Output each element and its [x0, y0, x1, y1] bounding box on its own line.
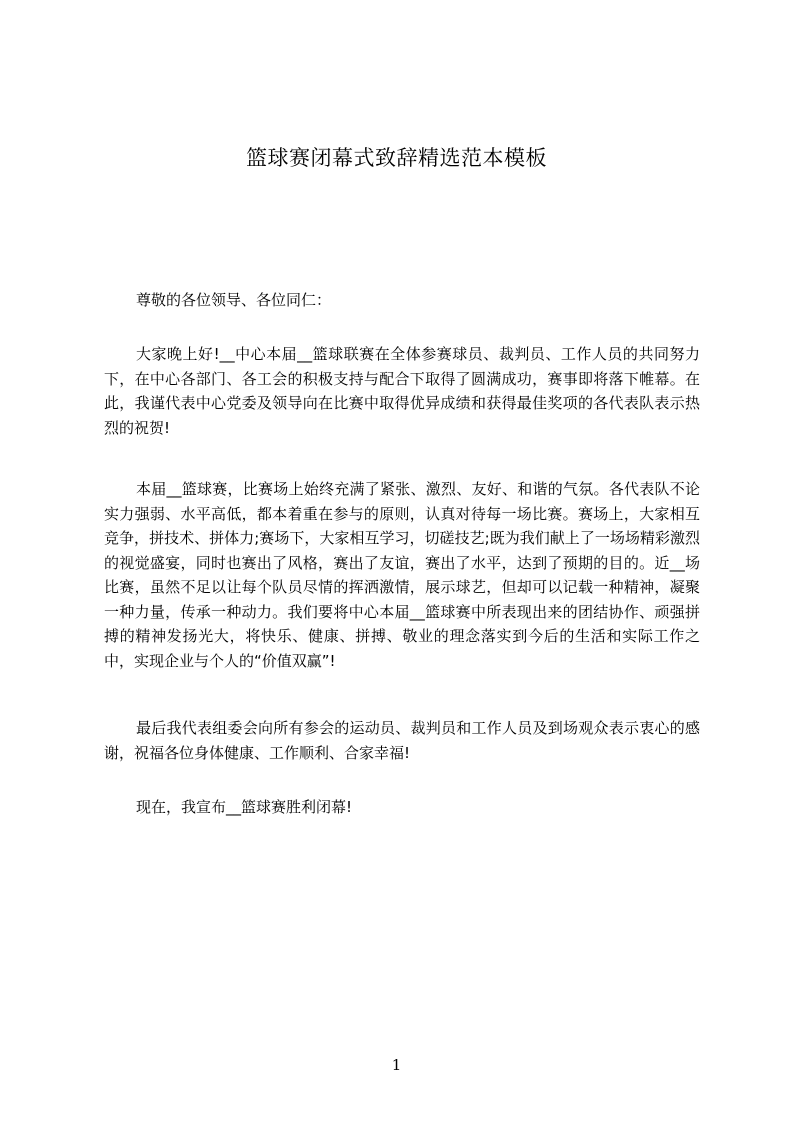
paragraph-closing: 现在，我宣布__篮球赛胜利闭幕!: [136, 798, 353, 816]
paragraph-match-review: 本届__篮球赛，比赛场上始终充满了紧张、激烈、友好、和谐的气氛。各代表队不论实力强弱、水平高低，都本着重在参与的原则，认真对待每一场比赛。赛场上，大家相互竞争，拼技术、拼体力;赛场下，大家相互学习，切磋技艺;既为我们献上了一场场精彩激烈的视觉盛宴，同时也赛出了风格，赛出了友谊，赛出了水平，达到了预期的目的。近__场比赛，虽然不足以让每个队员尽情的挥洒激情，展示球艺，但却可以记载一种精神，凝聚一种力量，传承一种动力。我们要将中心本届__篮球赛中所表现出来的团结协作、顽强拼搏的精神发扬光大，将快乐、健康、拼搏、敬业的理念落实到今后的生活和实际工作之中，实现企业与个人的“价值双赢”!: [104, 480, 700, 670]
paragraph-greeting: 大家晚上好!__中心本届__篮球联赛在全体参赛球员、裁判员、工作人员的共同努力下，在中心各部门、各工会的积极支持与配合下取得了圆满成功，赛事即将落下帷幕。在此，我谨代表中心党委及领导向在比赛中取得优异成绩和获得最佳奖项的各代表队表示热烈的祝贺!: [104, 345, 700, 437]
page-number: 1: [391, 1056, 402, 1074]
salutation: 尊敬的各位领导、各位同仁：: [136, 291, 332, 309]
paragraph-thanks: 最后我代表组委会向所有参会的运动员、裁判员和工作人员及到场观众表示衷心的感谢，祝福各位身体健康、工作顺利、合家幸福!: [104, 719, 700, 762]
document-title: 篮球赛闭幕式致辞精选范本模板: [246, 146, 547, 170]
